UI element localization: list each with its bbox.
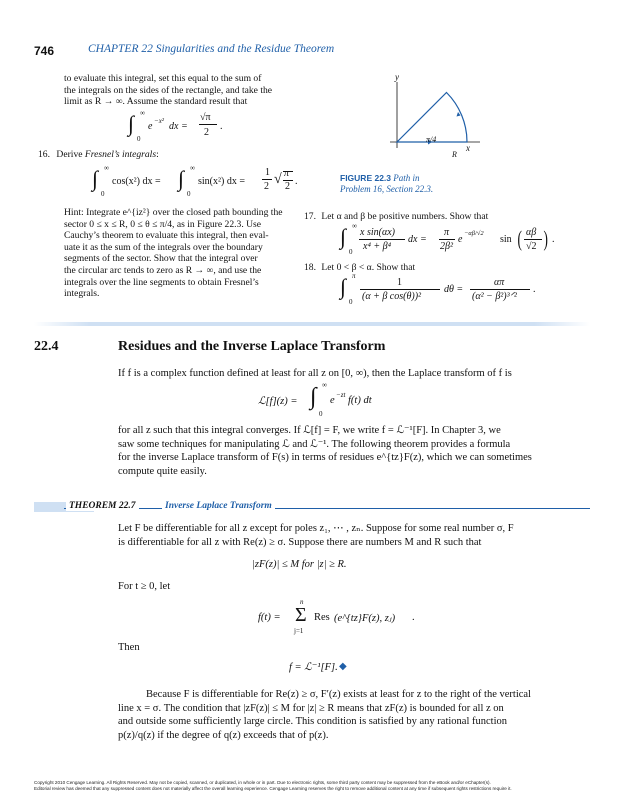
theorem-label: THEOREM 22.7 — [66, 501, 139, 511]
theorem-for-t: For t ≥ 0, let — [118, 581, 171, 592]
fresnel-integrals: ∫ ∞ 0 cos(x²) dx = ∫ ∞ 0 sin(x²) dx = 1 2 — [92, 164, 270, 198]
laplace-discussion: for all z such that this integral converges. If ℒ[f] = F, we write f = ℒ⁻¹[F]. In Chapter 3, we saw some techniques for manipulating ℒ and ℒ⁻¹. The following theorem provides a formula for the inverse Laplace transform of F(s) in terms of residues e^{tz}F(z), which we can sometimes compute quite easily. — [118, 425, 532, 477]
gaussian-integral: ∫ ∞ 0 e −x² dx = √π 2 . — [128, 109, 223, 143]
theorem-hypothesis: Let F be differentiable for all z except for poles z₁, ⋯ , zₙ. Suppose for some real number σ, F is differentiable for all z with Re(z) ≥ σ. Suppose there are numbers M and R such that — [118, 523, 514, 548]
page-number: 746 — [34, 44, 55, 58]
figure-caption: FIGURE 22.3 Path in Problem 16, Section 22.3. — [340, 173, 434, 194]
theorem-header — [34, 502, 590, 513]
eq-problem-17: ∫ ∞ 0 x sin(αx) x⁴ + β⁴ dx = π 2β² e −αβ/√2 sin ( αβ √2 ) . — [340, 222, 555, 256]
fig-y-label: y — [395, 72, 399, 82]
laplace-definition: ℒ[f](z) = ∫ ∞ 0 e −zt f(t) dt — [258, 381, 372, 418]
theorem-then: Then — [118, 642, 140, 653]
fig-x-label: x — [466, 143, 470, 153]
hint-text: Hint: Integrate e^{iz²} over the closed path bounding the sector 0 ≤ x ≤ R, 0 ≤ θ ≤ π/4, as in Figure 22.3. Use Cauchy’s theorem to evaluate this integral, then eval- uate it as the sum of the integrals over the boundary segments of the sector. Show that the integral over the circular arc tends to zero as R → ∞, and use the integrals over the line segments to obtain Fresnel’s integrals. — [64, 207, 283, 300]
closing-text: Because F is differentiable for Re(z) ≥ σ, F′(z) exists at least for z to the right of the vertical line x = σ. The condition that |zF(z)| ≤ M for |z| ≥ R means that zF(z) is bounded for all z on and outside some sufficiently large circle. This condition is satisfied by any rational function p(z)/q(z) if the degree of q(z) exceeds that of p(z). — [118, 689, 531, 741]
problem-16: 16. Derive Fresnel’s integrals: — [38, 149, 159, 160]
fig-r-label: R — [452, 150, 457, 159]
copyright-footer: Copyright 2010 Cengage Learning. All Rights Reserved. May not be copied, scanned, or duplicated, in whole or in part. Due to electronic rights, some third party content may be suppressed from the eBook and/or eChapter(s). Editorial review has deemed that any suppressed content does not materially affect the overall learning experience. Cengage Learning reserves the right to remove additional content at any time if subsequent rights restrictions require it. — [34, 780, 512, 791]
fig-angle-label: π/4 — [426, 135, 437, 144]
theorem-conclusion: f = ℒ⁻¹[F]. — [289, 662, 338, 673]
problem-18: 18. Let 0 < β < α. Show that — [304, 262, 416, 273]
theorem-bound: |zF(z)| ≤ M for |z| ≥ R. — [252, 559, 347, 570]
laplace-intro: If f is a complex function defined at least for all z on [0, ∞), then the Laplace transform of f is — [118, 368, 512, 379]
chapter-title: CHAPTER 22 Singularities and the Residue Theorem — [88, 43, 335, 55]
section-band — [34, 322, 590, 326]
residue-sum: f(t) = n Σ j=1 Res (e^{tz}F(z), zⱼ) . — [258, 598, 415, 635]
intro-text: to evaluate this integral, set this equal to the sum of the integrals on the sides of the rectangle, and take the limit as R → ∞. Assume the standard result that — [64, 73, 273, 108]
section-title: Residues and the Inverse Laplace Transform — [118, 339, 386, 354]
theorem-name: Inverse Laplace Transform — [162, 501, 275, 511]
sector-path-figure — [380, 70, 490, 165]
section-number: 22.4 — [34, 339, 59, 354]
arc-arrow — [457, 112, 461, 117]
eq-problem-18: ∫ π 0 1 (α + β cos(θ))² dθ = απ (α² − β²)³ᐟ² . — [340, 272, 536, 306]
fresnel-sqrt: √ π 2 . — [274, 168, 298, 192]
problem-17: 17. Let α and β be positive numbers. Show that — [304, 211, 489, 222]
end-of-theorem-icon: ◆ — [339, 661, 347, 672]
